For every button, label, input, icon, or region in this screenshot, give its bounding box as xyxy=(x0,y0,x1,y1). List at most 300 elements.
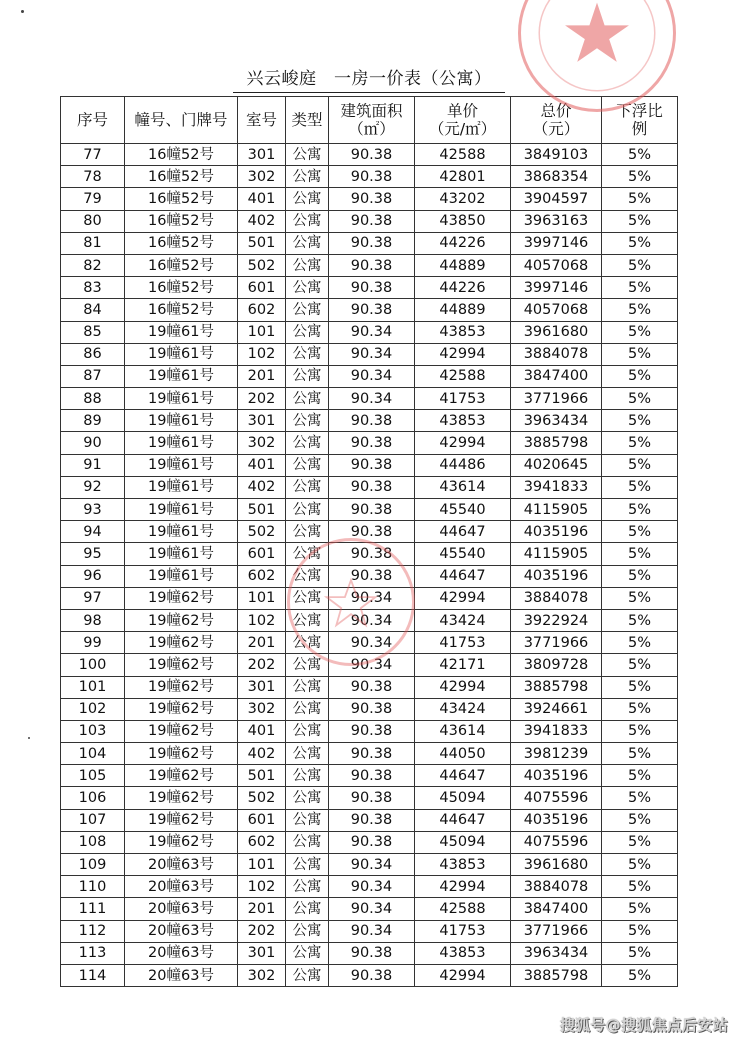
cell-area: 90.38 xyxy=(329,720,415,742)
cell-area: 90.38 xyxy=(329,299,415,321)
cell-room: 201 xyxy=(238,632,286,654)
cell-area: 90.34 xyxy=(329,388,415,410)
table-row xyxy=(61,188,678,210)
cell-seq: 91 xyxy=(61,454,125,476)
cell-building: 19幢62号 xyxy=(125,787,238,809)
cell-area: 90.38 xyxy=(329,476,415,498)
cell-area: 90.38 xyxy=(329,432,415,454)
cell-unit-price: 43850 xyxy=(415,210,511,232)
cell-total-price: 3904597 xyxy=(511,188,602,210)
cell-total-price: 4075596 xyxy=(511,787,602,809)
table-row xyxy=(61,676,678,698)
cell-type: 公寓 xyxy=(286,543,329,565)
cell-seq: 90 xyxy=(61,432,125,454)
cell-room: 301 xyxy=(238,676,286,698)
cell-seq: 98 xyxy=(61,609,125,631)
header-total-price-line1: 总价 xyxy=(540,102,572,120)
table-row xyxy=(61,720,678,742)
cell-building: 20幢63号 xyxy=(125,964,238,986)
table-row xyxy=(61,543,678,565)
cell-type: 公寓 xyxy=(286,144,329,166)
table-row xyxy=(61,743,678,765)
cell-type: 公寓 xyxy=(286,210,329,232)
cell-room: 601 xyxy=(238,809,286,831)
cell-type: 公寓 xyxy=(286,787,329,809)
cell-area: 90.38 xyxy=(329,676,415,698)
cell-area: 90.38 xyxy=(329,232,415,254)
cell-room: 402 xyxy=(238,743,286,765)
cell-room: 401 xyxy=(238,720,286,742)
cell-building: 20幢63号 xyxy=(125,942,238,964)
cell-room: 102 xyxy=(238,609,286,631)
cell-building: 16幢52号 xyxy=(125,188,238,210)
cell-room: 602 xyxy=(238,565,286,587)
cell-discount: 5% xyxy=(602,321,678,343)
cell-discount: 5% xyxy=(602,854,678,876)
cell-discount: 5% xyxy=(602,898,678,920)
table-row xyxy=(61,144,678,166)
header-building: 幢号、门牌号 xyxy=(125,97,238,144)
header-discount-line1: 下浮比 xyxy=(616,102,663,120)
header-total-price xyxy=(511,97,602,144)
cell-discount: 5% xyxy=(602,765,678,787)
cell-type: 公寓 xyxy=(286,720,329,742)
cell-building: 16幢52号 xyxy=(125,210,238,232)
cell-room: 502 xyxy=(238,254,286,276)
cell-discount: 5% xyxy=(602,476,678,498)
cell-room: 401 xyxy=(238,188,286,210)
cell-total-price: 3981239 xyxy=(511,743,602,765)
cell-total-price: 3963434 xyxy=(511,410,602,432)
table-row xyxy=(61,876,678,898)
table-row xyxy=(61,765,678,787)
cell-discount: 5% xyxy=(602,254,678,276)
cell-room: 402 xyxy=(238,476,286,498)
cell-area: 90.38 xyxy=(329,942,415,964)
cell-type: 公寓 xyxy=(286,232,329,254)
cell-type: 公寓 xyxy=(286,476,329,498)
cell-discount: 5% xyxy=(602,609,678,631)
cell-type: 公寓 xyxy=(286,743,329,765)
cell-total-price: 4035196 xyxy=(511,765,602,787)
cell-unit-price: 42588 xyxy=(415,365,511,387)
cell-building: 20幢63号 xyxy=(125,876,238,898)
cell-type: 公寓 xyxy=(286,365,329,387)
cell-building: 19幢61号 xyxy=(125,432,238,454)
cell-area: 90.38 xyxy=(329,521,415,543)
cell-room: 202 xyxy=(238,920,286,942)
cell-unit-price: 43853 xyxy=(415,854,511,876)
watermark-text: 搜狐号@搜狐焦点后安站 xyxy=(559,1016,728,1034)
cell-seq: 105 xyxy=(61,765,125,787)
cell-total-price: 3885798 xyxy=(511,676,602,698)
cell-unit-price: 43202 xyxy=(415,188,511,210)
cell-area: 90.38 xyxy=(329,543,415,565)
cell-discount: 5% xyxy=(602,543,678,565)
cell-total-price: 4035196 xyxy=(511,521,602,543)
cell-unit-price: 42994 xyxy=(415,676,511,698)
cell-unit-price: 45540 xyxy=(415,499,511,521)
cell-building: 16幢52号 xyxy=(125,232,238,254)
table-row xyxy=(61,809,678,831)
cell-unit-price: 41753 xyxy=(415,388,511,410)
cell-area: 90.34 xyxy=(329,587,415,609)
table-row xyxy=(61,432,678,454)
cell-seq: 106 xyxy=(61,787,125,809)
cell-area: 90.34 xyxy=(329,876,415,898)
cell-area: 90.38 xyxy=(329,144,415,166)
cell-unit-price: 43614 xyxy=(415,476,511,498)
cell-area: 90.38 xyxy=(329,210,415,232)
cell-unit-price: 44647 xyxy=(415,765,511,787)
cell-total-price: 3809728 xyxy=(511,654,602,676)
cell-discount: 5% xyxy=(602,676,678,698)
cell-type: 公寓 xyxy=(286,299,329,321)
table-row xyxy=(61,787,678,809)
table-row xyxy=(61,831,678,853)
cell-building: 19幢62号 xyxy=(125,676,238,698)
cell-seq: 93 xyxy=(61,499,125,521)
table-row xyxy=(61,277,678,299)
table-row xyxy=(61,476,678,498)
cell-type: 公寓 xyxy=(286,676,329,698)
cell-room: 102 xyxy=(238,343,286,365)
cell-type: 公寓 xyxy=(286,432,329,454)
cell-type: 公寓 xyxy=(286,188,329,210)
cell-room: 601 xyxy=(238,543,286,565)
cell-building: 16幢52号 xyxy=(125,277,238,299)
cell-discount: 5% xyxy=(602,654,678,676)
cell-unit-price: 42994 xyxy=(415,964,511,986)
cell-unit-price: 42994 xyxy=(415,876,511,898)
cell-area: 90.34 xyxy=(329,920,415,942)
cell-room: 501 xyxy=(238,232,286,254)
cell-discount: 5% xyxy=(602,632,678,654)
table-row xyxy=(61,210,678,232)
cell-building: 16幢52号 xyxy=(125,299,238,321)
table-row xyxy=(61,521,678,543)
cell-building: 19幢62号 xyxy=(125,698,238,720)
cell-total-price: 3868354 xyxy=(511,166,602,188)
table-row xyxy=(61,166,678,188)
cell-building: 19幢61号 xyxy=(125,476,238,498)
cell-room: 202 xyxy=(238,388,286,410)
cell-room: 201 xyxy=(238,898,286,920)
cell-total-price: 3884078 xyxy=(511,876,602,898)
cell-type: 公寓 xyxy=(286,521,329,543)
cell-building: 19幢62号 xyxy=(125,765,238,787)
cell-seq: 89 xyxy=(61,410,125,432)
cell-seq: 112 xyxy=(61,920,125,942)
table-row xyxy=(61,964,678,986)
cell-building: 19幢61号 xyxy=(125,521,238,543)
cell-total-price: 4035196 xyxy=(511,809,602,831)
cell-area: 90.34 xyxy=(329,854,415,876)
cell-type: 公寓 xyxy=(286,166,329,188)
cell-room: 302 xyxy=(238,432,286,454)
cell-area: 90.38 xyxy=(329,454,415,476)
cell-seq: 80 xyxy=(61,210,125,232)
cell-discount: 5% xyxy=(602,365,678,387)
cell-type: 公寓 xyxy=(286,277,329,299)
cell-type: 公寓 xyxy=(286,388,329,410)
cell-room: 301 xyxy=(238,410,286,432)
header-room: 室号 xyxy=(238,97,286,144)
cell-seq: 87 xyxy=(61,365,125,387)
scan-speck xyxy=(28,737,30,739)
cell-area: 90.38 xyxy=(329,410,415,432)
scan-speck xyxy=(21,10,24,13)
cell-discount: 5% xyxy=(602,210,678,232)
cell-building: 20幢63号 xyxy=(125,898,238,920)
cell-discount: 5% xyxy=(602,720,678,742)
cell-seq: 107 xyxy=(61,809,125,831)
cell-seq: 77 xyxy=(61,144,125,166)
cell-room: 602 xyxy=(238,831,286,853)
cell-type: 公寓 xyxy=(286,254,329,276)
cell-unit-price: 43424 xyxy=(415,698,511,720)
cell-total-price: 3771966 xyxy=(511,920,602,942)
cell-type: 公寓 xyxy=(286,587,329,609)
cell-room: 302 xyxy=(238,964,286,986)
cell-building: 20幢63号 xyxy=(125,920,238,942)
cell-area: 90.34 xyxy=(329,365,415,387)
cell-total-price: 3997146 xyxy=(511,277,602,299)
cell-type: 公寓 xyxy=(286,854,329,876)
cell-building: 19幢61号 xyxy=(125,543,238,565)
cell-type: 公寓 xyxy=(286,454,329,476)
table-row xyxy=(61,454,678,476)
cell-discount: 5% xyxy=(602,942,678,964)
table-row xyxy=(61,254,678,276)
cell-room: 501 xyxy=(238,499,286,521)
cell-type: 公寓 xyxy=(286,942,329,964)
cell-discount: 5% xyxy=(602,920,678,942)
cell-seq: 85 xyxy=(61,321,125,343)
cell-room: 602 xyxy=(238,299,286,321)
table-row xyxy=(61,299,678,321)
cell-type: 公寓 xyxy=(286,321,329,343)
table-row xyxy=(61,365,678,387)
cell-area: 90.38 xyxy=(329,787,415,809)
cell-total-price: 3884078 xyxy=(511,343,602,365)
cell-building: 19幢62号 xyxy=(125,720,238,742)
cell-discount: 5% xyxy=(602,964,678,986)
cell-seq: 97 xyxy=(61,587,125,609)
cell-type: 公寓 xyxy=(286,831,329,853)
cell-total-price: 4115905 xyxy=(511,499,602,521)
cell-room: 502 xyxy=(238,521,286,543)
cell-unit-price: 41753 xyxy=(415,632,511,654)
cell-total-price: 4075596 xyxy=(511,831,602,853)
cell-area: 90.38 xyxy=(329,254,415,276)
cell-type: 公寓 xyxy=(286,565,329,587)
cell-building: 19幢61号 xyxy=(125,565,238,587)
cell-discount: 5% xyxy=(602,410,678,432)
table-row xyxy=(61,698,678,720)
cell-building: 19幢61号 xyxy=(125,321,238,343)
cell-discount: 5% xyxy=(602,144,678,166)
cell-total-price: 3885798 xyxy=(511,432,602,454)
cell-total-price: 3771966 xyxy=(511,632,602,654)
price-table xyxy=(60,96,678,987)
table-row xyxy=(61,388,678,410)
cell-building: 19幢62号 xyxy=(125,831,238,853)
cell-discount: 5% xyxy=(602,698,678,720)
cell-discount: 5% xyxy=(602,587,678,609)
cell-seq: 102 xyxy=(61,698,125,720)
cell-area: 90.34 xyxy=(329,609,415,631)
header-total-price-line2: （元） xyxy=(532,120,580,138)
cell-unit-price: 44050 xyxy=(415,743,511,765)
cell-unit-price: 42994 xyxy=(415,587,511,609)
cell-unit-price: 45094 xyxy=(415,831,511,853)
cell-type: 公寓 xyxy=(286,898,329,920)
cell-unit-price: 44226 xyxy=(415,232,511,254)
cell-seq: 79 xyxy=(61,188,125,210)
cell-seq: 101 xyxy=(61,676,125,698)
cell-unit-price: 44647 xyxy=(415,521,511,543)
cell-seq: 78 xyxy=(61,166,125,188)
table-row xyxy=(61,854,678,876)
cell-room: 101 xyxy=(238,587,286,609)
cell-total-price: 4057068 xyxy=(511,299,602,321)
cell-type: 公寓 xyxy=(286,765,329,787)
cell-seq: 109 xyxy=(61,854,125,876)
cell-building: 19幢62号 xyxy=(125,632,238,654)
cell-unit-price: 42994 xyxy=(415,343,511,365)
cell-building: 19幢61号 xyxy=(125,365,238,387)
cell-area: 90.38 xyxy=(329,964,415,986)
header-seq: 序号 xyxy=(61,97,125,144)
cell-unit-price: 42588 xyxy=(415,898,511,920)
cell-unit-price: 43853 xyxy=(415,942,511,964)
cell-building: 19幢61号 xyxy=(125,388,238,410)
cell-room: 302 xyxy=(238,166,286,188)
cell-seq: 82 xyxy=(61,254,125,276)
cell-type: 公寓 xyxy=(286,920,329,942)
cell-total-price: 3885798 xyxy=(511,964,602,986)
cell-area: 90.34 xyxy=(329,321,415,343)
cell-seq: 81 xyxy=(61,232,125,254)
cell-type: 公寓 xyxy=(286,410,329,432)
cell-discount: 5% xyxy=(602,876,678,898)
header-type: 类型 xyxy=(286,97,329,144)
table-row xyxy=(61,654,678,676)
cell-total-price: 3961680 xyxy=(511,854,602,876)
cell-type: 公寓 xyxy=(286,876,329,898)
cell-unit-price: 44889 xyxy=(415,299,511,321)
cell-room: 401 xyxy=(238,454,286,476)
cell-seq: 108 xyxy=(61,831,125,853)
header-discount xyxy=(602,97,678,144)
cell-seq: 103 xyxy=(61,720,125,742)
table-row xyxy=(61,232,678,254)
cell-unit-price: 41753 xyxy=(415,920,511,942)
cell-total-price: 3847400 xyxy=(511,898,602,920)
cell-area: 90.38 xyxy=(329,698,415,720)
cell-discount: 5% xyxy=(602,809,678,831)
cell-total-price: 4057068 xyxy=(511,254,602,276)
cell-discount: 5% xyxy=(602,432,678,454)
cell-building: 19幢62号 xyxy=(125,743,238,765)
header-area-line1: 建筑面积 xyxy=(340,102,403,120)
cell-area: 90.38 xyxy=(329,809,415,831)
cell-discount: 5% xyxy=(602,343,678,365)
table-row xyxy=(61,587,678,609)
cell-unit-price: 44486 xyxy=(415,454,511,476)
cell-seq: 110 xyxy=(61,876,125,898)
table-row xyxy=(61,898,678,920)
cell-total-price: 4035196 xyxy=(511,565,602,587)
page-title: 兴云峻庭 一房一价表（公寓） xyxy=(233,66,505,93)
cell-type: 公寓 xyxy=(286,632,329,654)
cell-discount: 5% xyxy=(602,232,678,254)
table-row xyxy=(61,920,678,942)
cell-building: 16幢52号 xyxy=(125,166,238,188)
cell-seq: 104 xyxy=(61,743,125,765)
header-unit-price xyxy=(415,97,511,144)
cell-total-price: 3884078 xyxy=(511,587,602,609)
table-row xyxy=(61,343,678,365)
cell-discount: 5% xyxy=(602,277,678,299)
cell-discount: 5% xyxy=(602,499,678,521)
table-body xyxy=(61,144,678,987)
table-header-row xyxy=(61,97,678,144)
cell-building: 19幢62号 xyxy=(125,587,238,609)
cell-building: 19幢62号 xyxy=(125,654,238,676)
cell-discount: 5% xyxy=(602,521,678,543)
cell-unit-price: 45540 xyxy=(415,543,511,565)
cell-building: 19幢62号 xyxy=(125,609,238,631)
table-row xyxy=(61,565,678,587)
cell-unit-price: 43853 xyxy=(415,321,511,343)
cell-unit-price: 43614 xyxy=(415,720,511,742)
cell-area: 90.38 xyxy=(329,166,415,188)
cell-room: 301 xyxy=(238,144,286,166)
header-area xyxy=(329,97,415,144)
cell-unit-price: 42994 xyxy=(415,432,511,454)
cell-area: 90.34 xyxy=(329,343,415,365)
cell-area: 90.38 xyxy=(329,743,415,765)
cell-unit-price: 42801 xyxy=(415,166,511,188)
cell-seq: 96 xyxy=(61,565,125,587)
cell-discount: 5% xyxy=(602,388,678,410)
cell-total-price: 3849103 xyxy=(511,144,602,166)
cell-type: 公寓 xyxy=(286,609,329,631)
cell-discount: 5% xyxy=(602,787,678,809)
cell-type: 公寓 xyxy=(286,343,329,365)
cell-total-price: 3847400 xyxy=(511,365,602,387)
cell-unit-price: 42171 xyxy=(415,654,511,676)
cell-room: 102 xyxy=(238,876,286,898)
cell-area: 90.38 xyxy=(329,565,415,587)
header-discount-line2: 例 xyxy=(631,120,648,138)
cell-seq: 100 xyxy=(61,654,125,676)
cell-total-price: 3961680 xyxy=(511,321,602,343)
cell-type: 公寓 xyxy=(286,654,329,676)
cell-total-price: 3941833 xyxy=(511,476,602,498)
cell-seq: 84 xyxy=(61,299,125,321)
cell-total-price: 3997146 xyxy=(511,232,602,254)
cell-area: 90.38 xyxy=(329,277,415,299)
cell-unit-price: 44647 xyxy=(415,565,511,587)
cell-room: 101 xyxy=(238,854,286,876)
cell-total-price: 3963434 xyxy=(511,942,602,964)
cell-seq: 95 xyxy=(61,543,125,565)
cell-discount: 5% xyxy=(602,188,678,210)
cell-room: 501 xyxy=(238,765,286,787)
